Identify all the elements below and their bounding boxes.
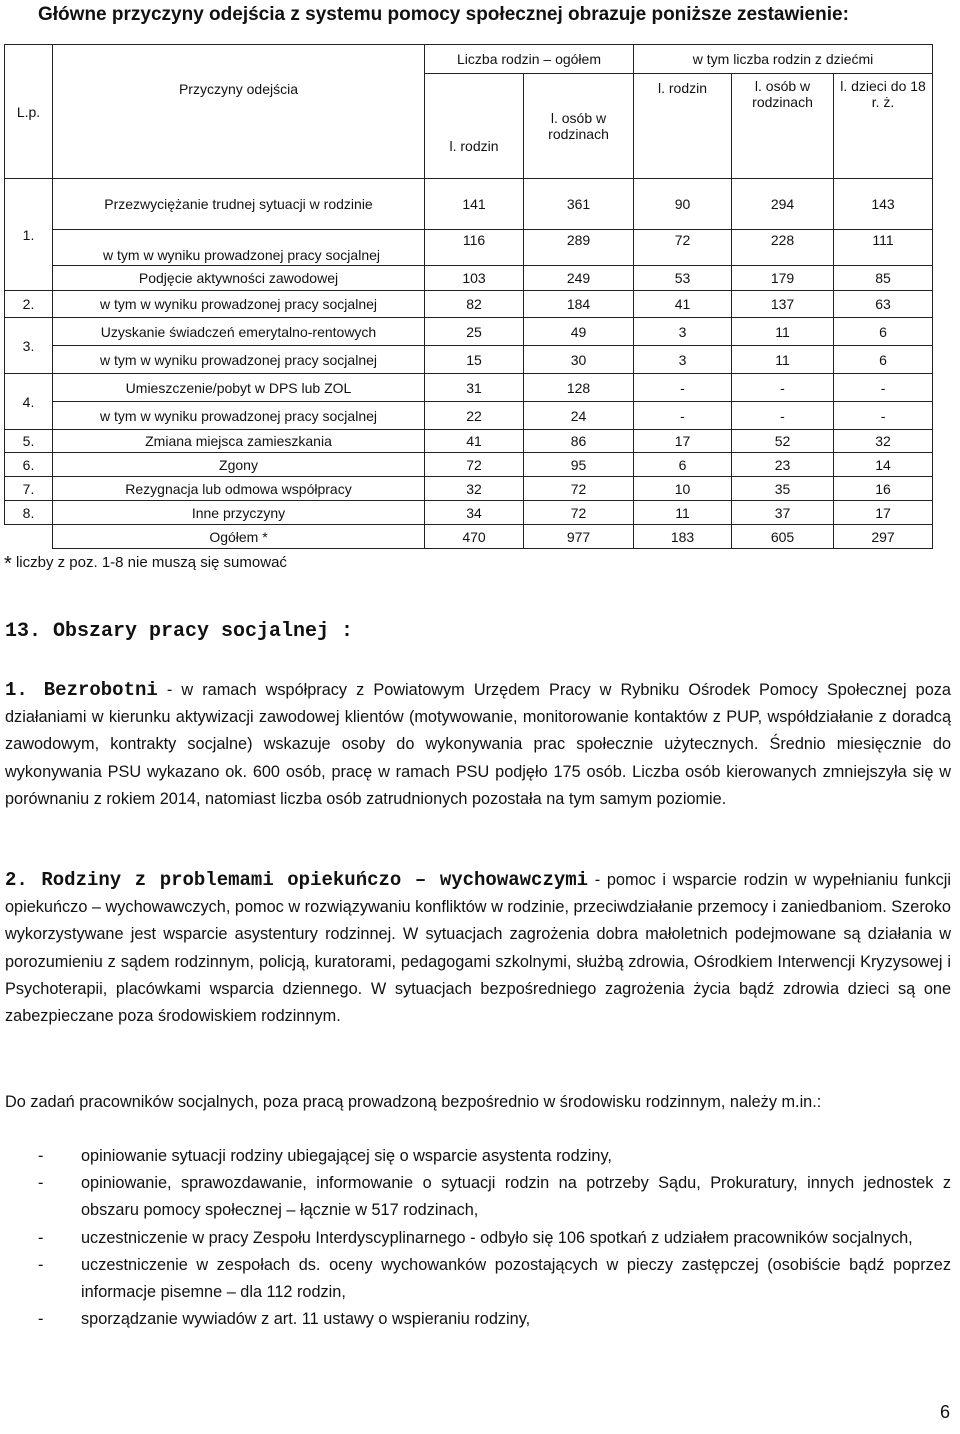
header-group-total: Liczba rodzin – ogółem [425,45,634,74]
table-row [5,501,933,525]
row-label: Uzyskanie świadczeń emerytalno-rentowych [53,318,425,346]
cell: - [834,402,933,430]
cell: 22 [425,402,524,430]
cell: 82 [425,291,524,318]
cell: 289 [524,230,634,266]
cell: 3 [634,318,732,346]
row-lp: 8. [5,501,53,525]
paragraph-text: - w ramach współpracy z Powiatowym Urzędem Pracy w Rybniku Ośrodek Pomocy Społecznej poza działaniami w kierunku aktywizacji zawodowej klientów (motywowanie, monitorowanie kontaktów z PUP, współdziałanie z doradcą zawodowym, kontrakty socjalne) wskazuje osoby do wykonywania prac społecznie użytecznych. Średnio miesięcznie do wykonywania PSU wykazano ok. 600 osób, pracę w ramach PSU podjęło 175 osób. Liczba osób kierowanych zmniejszyła się w porównaniu z rokiem 2014, natomiast liczba osób zatrudnionych pozostała na tym samym poziomie. [5,681,951,808]
cell: 249 [524,266,634,291]
cell: 11 [732,318,834,346]
list-dash: - [38,1310,44,1329]
list-item [5,1252,951,1306]
list-item-text: uczestniczenie w pracy Zespołu Interdyscyplinarnego - odbyło się 106 spotkań z udziałem pracowników socjalnych, [81,1228,913,1247]
cell: 294 [732,179,834,230]
row-label: Rezygnacja lub odmowa współpracy [53,477,425,501]
row-lp: 2. [5,291,53,318]
cell: 10 [634,477,732,501]
header-families: l. rodzin [425,74,524,179]
paragraph-lead: 2. Rodziny z problemami opiekuńczo – wychowawczymi [5,869,589,891]
row-label: Zmiana miejsca zamieszkania [53,430,425,453]
cell: 52 [732,430,834,453]
cell: - [634,374,732,402]
table-row [5,374,933,402]
cell: 35 [732,477,834,501]
table-footnote [4,553,287,576]
paragraph-text: - pomoc i wsparcie rodzin w wypełnianiu funkcji opiekuńczo – wychowawczych, pomoc w rozwiązywaniu konfliktów w rodzinie, przeciwdziałanie przemocy i zaniedbaniom. Szeroko wykorzystywane jest wsparcie asystentury rodzinnej. W sytuacjach zagrożenia dobra małoletnich podejmowane są działania w porozumieniu z sądem rodzinnym, policją, kuratorami, pedagogami szkolnymi, służbą zdrowia, Ośrodkiem Interwencji Kryzysowej i Psychoterapii, placówkami wsparcia dziennego. W sytuacjach bezpośredniego zagrożenia życia bądź zdrowia dzieci są one zabezpieczane poza środowiskiem rodzinnym. [5,871,952,1026]
cell: 32 [834,430,933,453]
list-dash: - [38,1174,44,1193]
cell: 30 [524,346,634,374]
list-item-text: opiniowanie, sprawozdawanie, informowanie o sytuacji rodzin na potrzeby Sądu, Prokuratury, innych jednostek z obszaru pomocy społecznej – łącznie w 517 rodzinach, [81,1174,951,1220]
footnote-text: liczby z poz. 1-8 nie muszą się sumować [15,554,287,571]
footnote-marker: * [4,553,12,575]
cell: 116 [425,230,524,266]
cell: 103 [425,266,524,291]
cell: 15 [425,346,524,374]
row-label: Inne przyczyny [53,501,425,525]
list-dash: - [38,1255,44,1274]
cell: - [732,402,834,430]
list-dash: - [38,1147,44,1165]
table-row [5,179,933,230]
list-item [5,1143,951,1170]
section-title: 13. Obszary pracy socjalnej : [5,620,354,643]
cell: 85 [834,266,933,291]
cell: 11 [634,501,732,525]
header-children-under-18: l. dzieci do 18 r. ż. [834,74,933,179]
departures-table [4,44,933,549]
cell: 183 [634,525,732,549]
table-row [5,318,933,346]
cell: 53 [634,266,732,291]
cell: 24 [524,402,634,430]
row-label: w tym w wyniku prowadzonej pracy socjalnej [53,402,425,430]
cell: - [834,374,933,402]
task-list [5,1143,951,1333]
cell: 17 [634,430,732,453]
cell: 95 [524,453,634,477]
cell: 111 [834,230,933,266]
row-lp: 5. [5,430,53,453]
cell: 32 [425,477,524,501]
cell: 137 [732,291,834,318]
header-families-children: l. rodzin [634,74,732,179]
cell: 977 [524,525,634,549]
row-label: Umieszczenie/pobyt w DPS lub ZOL [53,374,425,402]
list-item [5,1170,951,1224]
cell: 86 [524,430,634,453]
list-dash: - [38,1228,44,1247]
cell: 37 [732,501,834,525]
cell: 41 [634,291,732,318]
table-row [5,477,933,501]
cell: 72 [524,477,634,501]
paragraph-families [5,867,951,1030]
cell: 34 [425,501,524,525]
list-item [5,1306,951,1333]
row-lp: 6. [5,453,53,477]
list-item-text: uczestniczenie w zespołach ds. oceny wychowanków pozostających w pieczy zastępczej (osobiście bądź poprzez informacje pisemne – dla 112 rodzin, [81,1255,951,1302]
table-row [5,402,933,430]
cell: 14 [834,453,933,477]
cell: 49 [524,318,634,346]
cell: 605 [732,525,834,549]
table-total-row [5,525,933,549]
empty-cell [5,525,53,549]
cell: 128 [524,374,634,402]
paragraph-lead: 1. Bezrobotni [5,679,158,701]
cell: 297 [834,525,933,549]
table-row [5,430,933,453]
row-lp: 4. [5,374,53,430]
cell: 6 [834,346,933,374]
table-row [5,291,933,318]
table-row [5,230,933,266]
cell: 3 [634,346,732,374]
paragraph-tasks-intro: Do zadań pracowników socjalnych, poza pracą prowadzoną bezpośrednio w środowisku rodzinnym, należy m.in.: [5,1093,822,1111]
cell: 63 [834,291,933,318]
cell: 90 [634,179,732,230]
header-group-children: w tym liczba rodzin z dziećmi [634,45,933,74]
header-persons-children: l. osób w rodzinach [732,74,834,179]
cell: 31 [425,374,524,402]
row-label: w tym w wyniku prowadzonej pracy socjalnej [53,346,425,374]
cell: 470 [425,525,524,549]
cell: 23 [732,453,834,477]
cell: 228 [732,230,834,266]
table-row [5,453,933,477]
cell: 143 [834,179,933,230]
paragraph-unemployed [5,677,951,813]
cell: 11 [732,346,834,374]
cell: 179 [732,266,834,291]
row-label: w tym w wyniku prowadzonej pracy socjalnej [53,230,425,266]
cell: 41 [425,430,524,453]
cell: 6 [634,453,732,477]
cell: 6 [834,318,933,346]
header-lp: L.p. [5,45,53,179]
row-label: Zgony [53,453,425,477]
cell: 16 [834,477,933,501]
row-label: Przezwyciężanie trudnej sytuacji w rodzinie [53,179,425,230]
row-label: w tym w wyniku prowadzonej pracy socjalnej [53,291,425,318]
cell: - [732,374,834,402]
row-label: Ogółem * [53,525,425,549]
table-row [5,266,933,291]
list-item [5,1225,951,1252]
header-reasons: Przyczyny odejścia [53,45,425,179]
row-lp: 3. [5,318,53,374]
cell: 184 [524,291,634,318]
cell: 361 [524,179,634,230]
header-persons: l. osób w rodzinach [524,74,634,179]
table-row [5,346,933,374]
page-number: 6 [939,1402,950,1422]
cell: 72 [634,230,732,266]
page-heading: Główne przyczyny odejścia z systemu pomocy społecznej obrazuje poniższe zestawienie: [38,4,849,25]
cell: - [634,402,732,430]
table-header-row [5,45,933,74]
row-label: Podjęcie aktywności zawodowej [53,266,425,291]
row-lp: 1. [5,179,53,291]
cell: 72 [524,501,634,525]
list-item-text: opiniowanie sytuacji rodziny ubiegającej się o wsparcie asystenta rodziny, [81,1147,612,1165]
list-item-text: sporządzanie wywiadów z art. 11 ustawy o wspieraniu rodziny, [81,1310,531,1329]
cell: 17 [834,501,933,525]
cell: 141 [425,179,524,230]
cell: 72 [425,453,524,477]
row-lp: 7. [5,477,53,501]
cell: 25 [425,318,524,346]
